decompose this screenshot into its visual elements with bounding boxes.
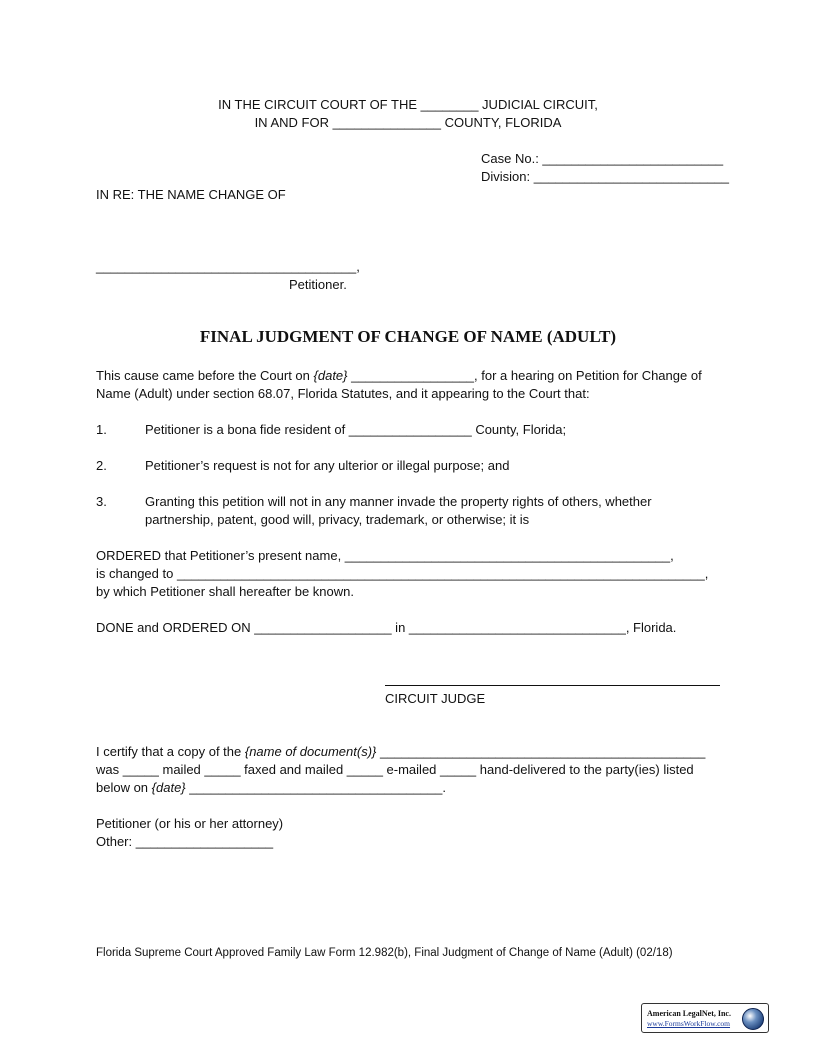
judge-signature-line bbox=[385, 685, 720, 686]
certificate-date-placeholder: {date} bbox=[151, 780, 186, 795]
document-title: FINAL JUDGMENT OF CHANGE OF NAME (ADULT) bbox=[199, 327, 617, 346]
done-and-ordered: DONE and ORDERED ON ___________________ in ______________________________, Florida. bbox=[96, 620, 677, 635]
american-legalnet-logo[interactable] bbox=[641, 1003, 769, 1033]
in-re-label: IN RE: THE NAME CHANGE OF bbox=[96, 187, 286, 202]
finding-2-text: Petitioner’s request is not for any ulterior or illegal purpose; and bbox=[145, 458, 510, 473]
form-footer: Florida Supreme Court Approved Family Law Form 12.982(b), Final Judgment of Change of Name (Adult) (02/18) bbox=[96, 947, 673, 959]
service-other: Other: ___________________ bbox=[96, 834, 274, 849]
finding-1-text: Petitioner is a bona fide resident of _________________ County, Florida; bbox=[145, 422, 567, 437]
finding-1-number: 1. bbox=[96, 422, 107, 437]
court-line: IN THE CIRCUIT COURT OF THE ________ JUDICIAL CIRCUIT, bbox=[218, 97, 598, 112]
certificate-line-3 bbox=[96, 779, 446, 797]
logo-url-link[interactable]: www.FormsWorkFlow.com bbox=[647, 1019, 731, 1028]
division-field: Division: ___________________________ bbox=[481, 169, 729, 184]
intro-line-2: Name (Adult) under section 68.07, Florida Statutes, and it appearing to the Court that: bbox=[96, 386, 590, 401]
petitioner-label: Petitioner. bbox=[289, 277, 347, 292]
intro-text-a: This cause came before the Court on bbox=[96, 368, 314, 383]
document-name-placeholder: {name of document(s)} bbox=[244, 744, 377, 759]
finding-3-text: Granting this petition will not in any manner invade the property rights of others, whether bbox=[145, 494, 652, 509]
intro-text-b: _________________, for a hearing on Petition for Change of bbox=[347, 368, 702, 383]
certificate-below-on: below on bbox=[96, 780, 152, 795]
intro-line-1 bbox=[96, 367, 702, 385]
finding-3-text-continued: partnership, patent, good will, privacy, trademark, or otherwise; it is bbox=[145, 512, 530, 527]
circuit-judge-label: CIRCUIT JUDGE bbox=[385, 691, 486, 706]
service-petitioner: Petitioner (or his or her attorney) bbox=[96, 816, 284, 831]
globe-icon bbox=[742, 1008, 764, 1030]
order-known-by: by which Petitioner shall hereafter be known. bbox=[96, 584, 354, 599]
logo-company-name: American LegalNet, Inc. bbox=[647, 1009, 731, 1018]
case-number-field: Case No.: _________________________ bbox=[481, 151, 724, 166]
certificate-text-a: I certify that a copy of the bbox=[96, 744, 245, 759]
order-present-name: ORDERED that Petitioner’s present name, _____________________________________________, bbox=[96, 548, 674, 563]
certificate-line-2: was _____ mailed _____ faxed and mailed _____ e-mailed _____ hand-delivered to the party(ies) listed bbox=[96, 762, 694, 777]
certificate-date-blank: ___________________________________. bbox=[185, 780, 446, 795]
finding-3-number: 3. bbox=[96, 494, 107, 509]
certificate-text-b: _____________________________________________ bbox=[376, 744, 706, 759]
intro-date-placeholder: {date} bbox=[313, 368, 348, 383]
petitioner-name-blank: ____________________________________, bbox=[96, 259, 360, 274]
order-changed-to: is changed to _________________________________________________________________________, bbox=[96, 566, 709, 581]
county-line: IN AND FOR _______________ COUNTY, FLORIDA bbox=[254, 115, 562, 130]
finding-2-number: 2. bbox=[96, 458, 107, 473]
certificate-line-1 bbox=[96, 743, 705, 761]
